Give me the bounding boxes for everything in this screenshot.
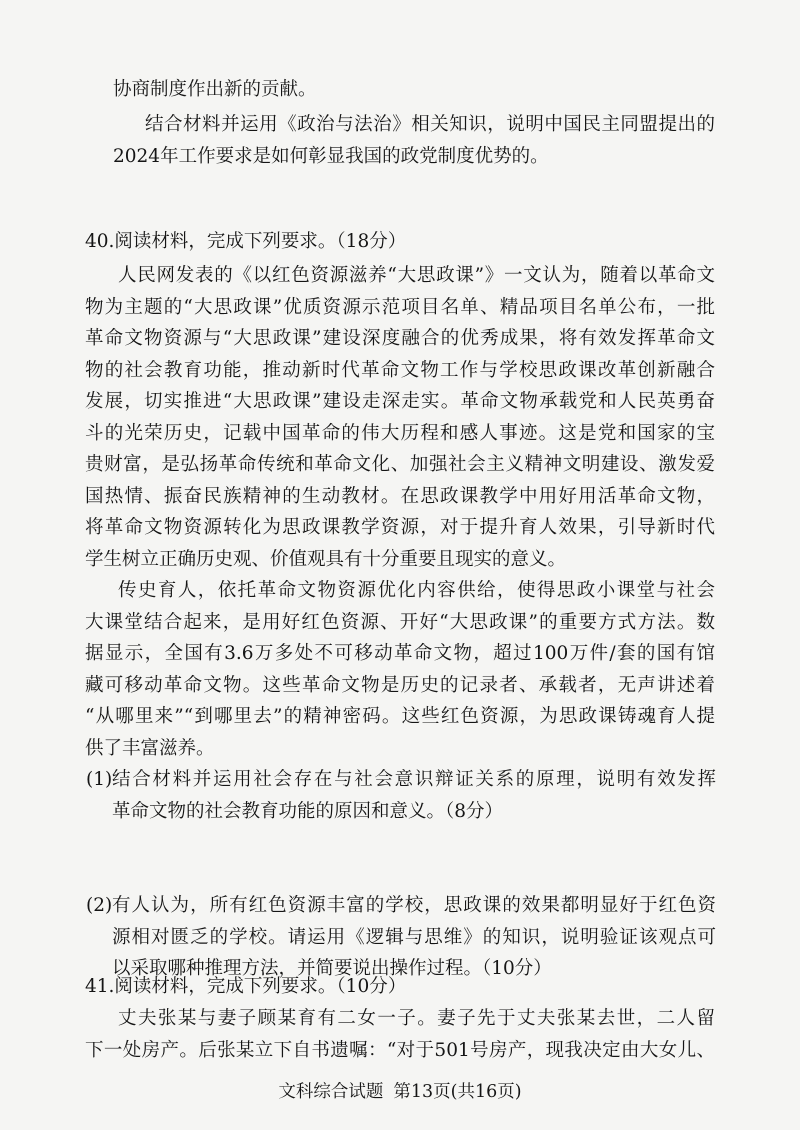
subquestion-number: (1) [86, 769, 113, 790]
material-line: 斗的光荣历史，记载中国革命的伟大历程和感人事迹。这是党和国家的宝 [85, 422, 715, 444]
footer-page-number: 第13页(共16页) [393, 1082, 522, 1102]
q41-material [85, 1003, 715, 1066]
question-heading: 40.阅读材料，完成下列要求。（18分） [85, 231, 407, 252]
q40-subquestion-1 [86, 764, 716, 827]
text-line: 协商制度作出新的贡献。 [113, 79, 317, 100]
material-line: 据显示，全国有3.6万多处不可移动革命文物，超过100万件/套的国有馆 [85, 643, 715, 664]
material-line: 贵财富，是弘扬革命传统和革命文化、加强社会主义精神文明建设、激发爱 [85, 454, 715, 475]
material-line: 革命文物资源与“大思政课”建设深度融合的优秀成果，将有效发挥革命文 [85, 328, 715, 349]
material-line: 供了丰富滋养。 [85, 737, 215, 759]
page-footer [0, 1078, 800, 1106]
text-line: 结合材料并运用《政治与法治》相关知识，说明中国民主同盟提出的 [145, 114, 715, 135]
material-line: 物为主题的“大思政课”优质资源示范项目名单、精品项目名单公布，一批 [85, 296, 715, 318]
material-line: “从哪里来”“到哪里去”的精神密码。这些红色资源，为思政课铸魂育人提 [85, 706, 715, 727]
subquestion-line: 以采取哪种推理方法，并简要说出操作过程。（10分） [112, 958, 552, 979]
q40-material-paragraph-2 [85, 575, 715, 764]
q40-heading [85, 226, 715, 258]
material-line: 学生树立正确历史观、价值观具有十分重要且现实的意义。 [85, 548, 567, 570]
text-line: 2024年工作要求是如何彰显我国的政党制度优势的。 [113, 145, 549, 167]
subquestion-line: 结合材料并运用社会存在与社会意识辩证关系的原理，说明有效发挥 [112, 769, 716, 790]
q40-material-paragraph-1 [85, 260, 715, 575]
question-heading: 41.阅读材料，完成下列要求。（10分） [85, 976, 407, 997]
material-line: 藏可移动革命文物。这些革命文物是历史的记录者、承载者，无声讲述着 [85, 674, 715, 696]
subquestion-number: (2) [86, 895, 113, 916]
material-line: 人民网发表的《以红色资源滋养“大思政课”》一文认为，随着以革命文 [118, 265, 715, 286]
material-line: 下一处房产。后张某立下自书遗嘱：“对于501号房产，现我决定由大女儿、 [85, 1039, 715, 1061]
subquestion-line: 革命文物的社会教育功能的原因和意义。（8分） [112, 800, 504, 822]
material-line: 大课堂结合起来，是用好红色资源、开好“大思政课”的重要方式方法。数 [85, 611, 715, 633]
material-line: 物的社会教育功能，推动新时代革命文物工作与学校思政课改革创新融合 [85, 359, 715, 381]
material-line: 丈夫张某与妻子顾某育有二女一子。妻子先于丈夫张某去世，二人留 [118, 1008, 715, 1029]
q41-heading [85, 971, 715, 1003]
material-line: 发展，切实推进“大思政课”建设走深走实。革命文物承载党和人民英勇奋 [85, 391, 715, 412]
subquestion-line: 有人认为，所有红色资源丰富的学校，思政课的效果都明显好于红色资 [112, 895, 716, 916]
q39-continuation [113, 74, 715, 106]
material-line: 传史育人，依托革命文物资源优化内容供给，使得思政小课堂与社会 [118, 580, 715, 601]
q39-task [113, 109, 715, 172]
material-line: 国热情、振奋民族精神的生动教材。在思政课教学中用好用活革命文物， [85, 485, 715, 507]
footer-subject: 文科综合试题 [278, 1082, 384, 1102]
subquestion-line: 源相对匮乏的学校。请运用《逻辑与思维》的知识，说明验证该观点可 [112, 926, 716, 948]
material-line: 将革命文物资源转化为思政课教学资源，对于提升育人效果，引导新时代 [85, 517, 715, 538]
